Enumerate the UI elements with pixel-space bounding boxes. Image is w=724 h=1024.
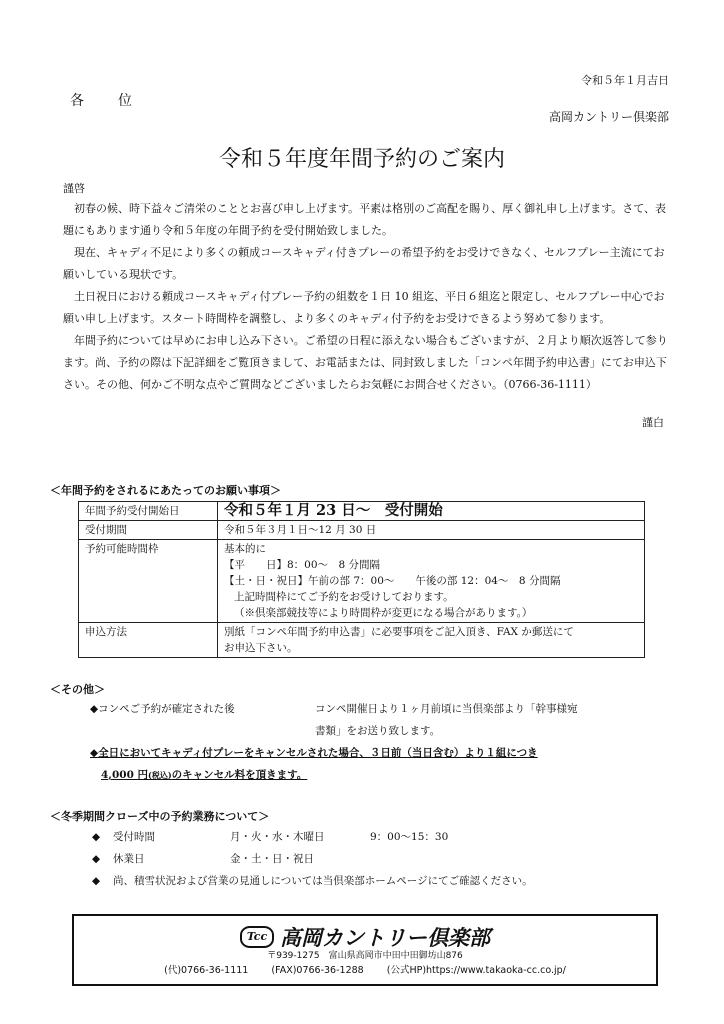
club-logo-text: 高岡カントリー倶楽部 bbox=[280, 926, 490, 950]
footer-box bbox=[72, 914, 658, 986]
period-value: 令和５年３月１日～12 月 30 日 bbox=[218, 521, 645, 540]
paragraph: 初春の候、時下益々ご清栄のこととお喜び申し上げます。平素は格別のご高配を賜り、厚く御礼申し上げます。さて、表題にもあります通り令和５年度の年間予約を受付開始致しました。 bbox=[63, 202, 667, 237]
winter-days: 金・土・日・祝日 bbox=[230, 853, 314, 865]
paragraph: 現在、キャディ不足により多くの頼成コースキャディ付きプレーの希望予約をお受けできなく、セルフプレー主流にてお願いしている現状です。 bbox=[63, 246, 665, 281]
winter-label: 受付時間 bbox=[113, 831, 155, 843]
paragraph: 年間予約については早めにお申し込み下さい。ご希望の日程に添えない場合もございますが、２月より順次返答して参ります。尚、予約の際は下記詳細をご覧頂きまして、お電話または、同封致しました「コンペ年間予約申込書」にてお申込下さい。その他、何かご不明な点やご質問などございましたらお気軽にお問合せください。（0766-36-1111） bbox=[63, 334, 668, 391]
method-line: 別紙「コンペ年間予約申込書」に必要事項をご記入頂き、FAX か郵送にて bbox=[224, 626, 574, 638]
times-line: 基本的に bbox=[224, 543, 266, 555]
method-label: 申込方法 bbox=[79, 623, 218, 658]
footer-fax: (FAX)0766-36-1288 bbox=[271, 965, 364, 976]
times-line: （※倶楽部競技等により時間枠が変更になる場合があります。） bbox=[234, 607, 533, 619]
organization-name: 高岡カントリー倶楽部 bbox=[548, 110, 669, 124]
requests-heading: ＜年間予約をされるにあたってのお願い事項＞ bbox=[50, 484, 281, 497]
cancel-fee-amount: 4,000 円 bbox=[101, 769, 149, 781]
times-value bbox=[218, 540, 645, 623]
winter-hours: 9：00～15：30 bbox=[370, 831, 449, 843]
winter-note: 尚、積雪状況および営業の見通しについては当倶楽部ホームページにてご確認ください。 bbox=[113, 875, 533, 887]
addressee: 各 位 bbox=[70, 93, 142, 109]
table-row bbox=[79, 521, 645, 540]
winter-label: 休業日 bbox=[113, 853, 145, 865]
letter-body bbox=[63, 198, 670, 396]
period-label: 受付期間 bbox=[79, 521, 218, 540]
requests-table bbox=[78, 501, 645, 658]
other-item-label: ◆コンペご予約が確定された後 bbox=[90, 703, 235, 715]
table-row bbox=[79, 540, 645, 623]
cancel-fee-rest: のキャンセル料を頂きます。 bbox=[171, 769, 308, 781]
start-label: 年間予約受付開始日 bbox=[79, 502, 218, 521]
bullet: ◆ bbox=[92, 853, 101, 865]
other-item-text: 書類」をお送り致します。 bbox=[315, 725, 441, 737]
footer-contacts bbox=[74, 962, 656, 976]
paragraph: 土日祝日における頼成コースキャディ付プレー予約の組数を１日 10 組迄、平日６組迄と限定し、セルフプレー中心でお願い申し上げます。スタート時間枠を調整し、より多くのキャディ付予約をお受けできるよう努めて参ります。 bbox=[63, 290, 665, 325]
winter-days: 月・火・水・木曜日 bbox=[230, 831, 325, 843]
times-line: 【土・日・祝日】午前の部 7：00～ 午後の部 12：04～ 8 分間隔 bbox=[224, 575, 561, 587]
winter-heading: ＜冬季期間クローズ中の予約業務について＞ bbox=[50, 810, 270, 823]
footer-tel: (代)0766-36-1111 bbox=[164, 965, 249, 976]
times-line: 上記時間枠にてご予約をお受けしております。 bbox=[234, 591, 454, 603]
closing: 謹白 bbox=[642, 416, 664, 429]
bullet: ◆ bbox=[92, 875, 101, 887]
times-label: 予約可能時間枠 bbox=[79, 540, 218, 623]
cancel-fee-tax: (税込) bbox=[148, 770, 172, 780]
club-logo-icon: Tcc bbox=[240, 926, 274, 948]
table-row bbox=[79, 502, 645, 521]
other-heading: ＜その他＞ bbox=[50, 683, 105, 696]
cancel-policy: ◆全日においてキャディ付プレーをキャンセルされた場合、３日前（当日含む）より１組につき bbox=[90, 747, 538, 759]
bullet: ◆ bbox=[92, 831, 101, 843]
method-value bbox=[218, 623, 645, 658]
document-date: 令和５年１月吉日 bbox=[581, 74, 669, 87]
cancel-fee bbox=[101, 764, 307, 786]
footer-web[interactable]: (公式HP)https://www.takaoka-cc.co.jp/ bbox=[386, 965, 566, 976]
page-title: 令和５年度年間予約のご案内 bbox=[218, 147, 505, 172]
times-line: 【平 日】8：00～ 8 分間隔 bbox=[224, 559, 381, 571]
salutation: 謹啓 bbox=[63, 182, 85, 195]
method-line: お申込下さい。 bbox=[224, 642, 298, 654]
table-row bbox=[79, 623, 645, 658]
start-value: 令和５年１月 23 日～ 受付開始 bbox=[218, 502, 645, 521]
other-item-text: コンペ開催日より１ヶ月前頃に当倶楽部より「幹事様宛 bbox=[315, 703, 578, 715]
footer-address: 〒939-1275 富山県高岡市中田中田御坊山876 bbox=[267, 951, 463, 961]
